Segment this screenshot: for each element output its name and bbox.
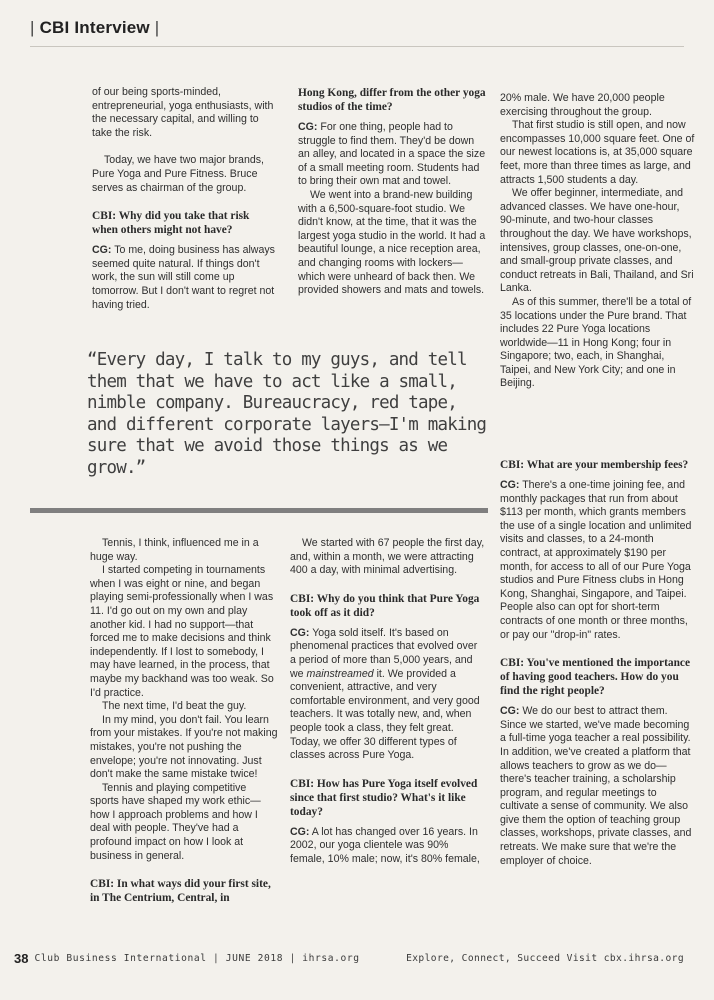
paragraph: We offer beginner, intermediate, and advanced classes. We have one-hour, 90-minute, and two-hour classes throughout the day. We have workshops, intensives, group classes, one-on-one, and small-group private classes, and conduct retreats in Bali, Thailand, and Sri Lanka. — [500, 187, 694, 295]
answer-text: To me, doing business has always seemed quite natural. If things don't work, the sun will still come up tomorrow. But I don't want to regret not having tried. — [92, 244, 275, 311]
answer-text: A lot has changed over 16 years. In 2002, our yoga clientele was 90% female, 10% male; now, it's 80% female, — [290, 825, 480, 865]
speaker-label: CG: — [500, 705, 520, 718]
answer-paragraph — [298, 121, 486, 189]
answer-text: We do our best to attract them. Since we started, we've made becoming a full-time yoga teacher a real possibility. In addition, we've created a platform that allows teachers to grow as we do—there's teacher training, a scholarship program, and regular meetings to cultivate a sense of community. We also give them the option of teaching group classes, workshops, private classes, and retreats. We make sure that we're the employer of choice. — [500, 705, 692, 867]
answer-paragraph — [500, 705, 696, 868]
answer-paragraph — [92, 244, 278, 312]
interview-question: CBI: Why do you think that Pure Yoga took off as it did? — [290, 592, 480, 619]
speaker-label: CG: — [298, 121, 318, 133]
pull-quote-divider — [30, 508, 488, 513]
speaker-label: CG: — [290, 626, 310, 639]
column-1 — [92, 86, 278, 312]
header-pipe-left: | — [30, 18, 35, 37]
paragraph: The next time, I'd beat the guy. — [102, 700, 247, 713]
publication-info: Club Business International | JUNE 2018 | ihrsa.org — [34, 952, 360, 964]
column-3 — [500, 92, 696, 391]
column-5 — [290, 537, 486, 867]
section-title: CBI Interview — [39, 18, 150, 37]
answer-paragraph — [500, 479, 696, 642]
speaker-label: CG: — [290, 825, 310, 838]
interview-question: CBI: How has Pure Yoga itself evolved since that first studio? What's it like today? — [290, 777, 478, 818]
paragraph: In my mind, you don't fail. You learn from your mistakes. If you're not making mistakes, you're not pushing the envelope; you're not innovating. Just don't make the same mistake twice! — [90, 713, 278, 781]
paragraph: of our being sports-minded, entrepreneurial, yoga enthusiasts, with the necessary capital, and willing to take the risk. — [92, 86, 274, 139]
paragraph: Tennis and playing competitive sports have shaped my work ethic—how I approach problems and how I deal with people. They've had a profound impact on how I look at business in general. — [90, 781, 261, 862]
header-divider — [30, 46, 684, 47]
paragraph: We started with 67 people the first day, and, within a month, we were attracting 400 a day, with minimal advertising. — [290, 537, 485, 577]
header-pipe-right: | — [154, 18, 160, 37]
answer-text: it. We provided a convenient, attractive, and very comfortable environment, and very good teachers. It was totally new, and, when people took a class, they felt great. Today, we offer 30 different types of classes across Pure Yoga. — [290, 667, 480, 762]
interview-question: CBI: You've mentioned the importance of having good teachers. How do you find the right people? — [500, 657, 691, 698]
paragraph: Today, we have two major brands, Pure Yoga and Pure Fitness. Bruce serves as chairman of the group. — [92, 154, 264, 194]
paragraph: That first studio is still open, and now encompasses 10,000 square feet. One of our newest locations is, at 35,000 square feet, more than three times as large, and attracts 1,500 students a day. — [500, 119, 695, 186]
paragraph: We went into a brand-new building with a 6,500-square-foot studio. We didn't know, at the time, that it was the largest yoga studio in the world. It had a beautiful lounge, a nice reception area, and changing rooms with lockers—which were unheard of back then. We provided showers and mats and towels. — [298, 188, 486, 297]
interview-question: Hong Kong, differ from the other yoga studios of the time? — [298, 87, 486, 113]
paragraph: I started competing in tournaments when I was eight or nine, and began playing semi-professionally when I was 11. I'd go out on my own and play another kid. I had no support—that forced me to make decisions and think independently. If I lost to somebody, I may have learned, in the process, that maybe my backhand was too weak. So I'd practice. — [90, 564, 274, 699]
paragraph: 20% male. We have 20,000 people exercising throughout the group. — [500, 92, 665, 118]
page-footer — [14, 947, 684, 969]
interview-question: CBI: In what ways did your first site, in The Centrium, Central, in — [90, 878, 271, 905]
pull-quote: “Every day, I talk to my guys, and tell them that we have to act like a small, nimble company. Bureaucracy, red tape, and different corporate layers—I'm making sure that we avoid those things as we grow.” — [87, 350, 487, 478]
speaker-label: CG: — [500, 479, 520, 491]
footer-tagline: Explore, Connect, Succeed Visit cbx.ihrsa.org — [406, 952, 684, 964]
answer-text: Yoga sold itself. It's based on phenomenal practices that evolved over a period of more than 5,000 years, and we — [290, 626, 478, 680]
column-4 — [90, 537, 278, 912]
column-2 — [298, 86, 486, 298]
answer-text: For one thing, people had to struggle to find them. They'd be down an alley, and located in a space the size of a small meeting room. Students had to bring their own mat and towel. — [298, 121, 486, 188]
emphasis-text: mainstreamed — [306, 667, 374, 680]
answer-paragraph — [290, 826, 486, 867]
speaker-label: CG: — [92, 244, 112, 257]
section-header — [30, 18, 159, 38]
interview-question: CBI: What are your membership fees? — [500, 459, 689, 471]
paragraph: As of this summer, there'll be a total of 35 locations under the Pure brand. That includes 22 Pure Yoga locations worldwide—11 in Hong Kong; four in Singapore; two, each, in Shanghai, Taipei, and New York City; and one in Beijing. — [500, 295, 692, 390]
interview-question: CBI: Why did you take that risk when others might not have? — [92, 210, 250, 237]
answer-paragraph — [290, 627, 486, 763]
paragraph: Tennis, I think, influenced me in a huge way. — [90, 537, 259, 563]
column-6 — [500, 458, 696, 868]
page-number: 38 — [14, 950, 29, 966]
answer-text: There's a one-time joining fee, and monthly packages that run from about $113 per month, which grants members the use of a single location and unlimited visits and classes, to a 24-month contract, at approximately $190 per month, for access to all of our Pure Yoga studios and Pure Fitness clubs in Hong Kong, Shanghai, Singapore, and Taipei. People also can opt for short-term contracts of one month or three months, or pay our "drop-in" rates. — [500, 479, 692, 641]
